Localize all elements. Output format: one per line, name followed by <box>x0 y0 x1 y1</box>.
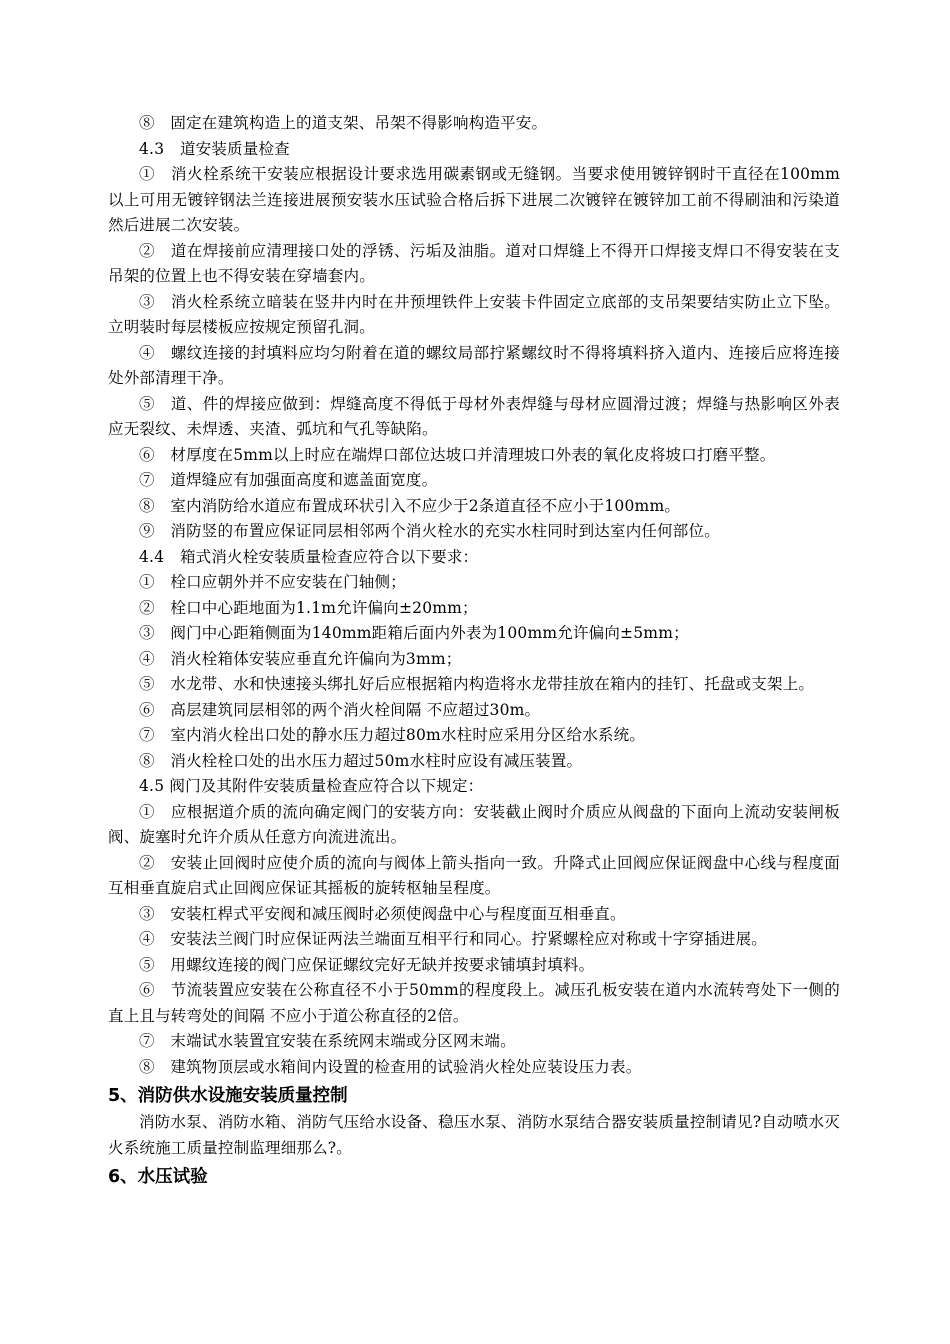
section-heading-4-5: 4.5 阀门及其附件安装质量检查应符合以下规定： <box>139 777 484 795</box>
paragraph: ⑤ 水龙带、水和快速接头绑扎好后应根据箱内构造将水龙带挂放在箱内的挂钉、托盘或支架上。 <box>139 675 815 693</box>
section-heading-4-3: 4.3 道安装质量检查 <box>139 139 290 158</box>
paragraph: ⑧ 消火栓栓口处的出水压力超过50m水柱时应设有减压装置。 <box>139 751 583 770</box>
chapter-heading-6: 6、水压试验 <box>108 1167 208 1187</box>
paragraph: ⑤ 道、件的焊接应做到：焊缝高度不得低于母材外表焊缝与母材应圆滑过渡；焊缝与热影响区外表应无裂纹、未焊透、夹渣、弧坑和气孔等缺陷。 <box>108 394 840 438</box>
paragraph: ① 消火栓系统干安装应根据设计要求选用碳素钢或无缝钢。当要求使用镀锌钢时干直径在100mm以上可用无镀锌钢法兰连接进展预安装水压试验合格后拆下进展二次镀锌在镀锌加工前不得刷油和污染道然后进展二次安装。 <box>108 165 840 234</box>
paragraph: ③ 安装杠桿式平安阀和减压阀时必须使阀盘中心与程度面互相垂直。 <box>139 904 626 923</box>
paragraph: ⑤ 用螺纹连接的阀门应保证螺纹完好无缺并按要求铺填封填料。 <box>139 955 595 974</box>
paragraph: ⑨ 消防竖的布置应保证同层相邻两个消火栓水的充实水柱同时到达室内任何部位。 <box>139 522 720 540</box>
paragraph: ④ 螺纹连接的封填料应均匀附着在道的螺纹局部拧紧螺纹时不得将填料挤入道内、连接后应将连接处外部清理干净。 <box>108 343 840 387</box>
paragraph: 消防水泵、消防水箱、消防气压给水设备、稳压水泵、消防水泵结合器安装质量控制请见?自动喷水灭火系统施工质量控制监理细那么?。 <box>108 1113 840 1157</box>
paragraph: ② 安装止回阀时应使介质的流向与阀体上箭头指向一致。升降式止回阀应保证阀盘中心线与程度面互相垂直旋启式止回阀应保证其摇板的旋转枢轴呈程度。 <box>108 853 840 897</box>
paragraph: ⑦ 室内消火栓出口处的静水压力超过80m水柱时应采用分区给水系统。 <box>139 726 646 744</box>
paragraph: ⑦ 末端试水装置宜安装在系统网末端或分区网末端。 <box>139 1032 516 1050</box>
paragraph: ① 栓口应朝外并不应安装在门轴侧； <box>139 573 406 591</box>
paragraph: ② 道在焊接前应清理接口处的浮锈、污垢及油脂。道对口焊缝上不得开口焊接支焊口不得安装在支吊架的位置上也不得安装在穿墙套内。 <box>108 241 840 285</box>
paragraph: ③ 消火栓系统立暗装在竖井内时在井预埋铁件上安装卡件固定立底部的支吊架要结实防止立下坠。立明装时每层楼板应按规定预留孔洞。 <box>108 292 840 336</box>
paragraph: ⑥ 材厚度在5mm以上时应在端焊口部位达坡口并清理坡口外表的氧化皮将坡口打磨平整。 <box>139 445 776 464</box>
paragraph: ⑥ 高层建筑同层相邻的两个消火栓间隔 不应超过30m。 <box>139 700 541 719</box>
document-body <box>108 111 840 1191</box>
chapter-heading-5: 5、消防供水设施安装质量控制 <box>108 1086 348 1106</box>
paragraph: ⑧ 固定在建筑构造上的道支架、吊架不得影响构造平安。 <box>139 114 548 132</box>
paragraph: ② 栓口中心距地面为1.1m允许偏向±20mm； <box>139 598 478 617</box>
paragraph: ⑥ 节流装置应安装在公称直径不小于50mm的程度段上。减压孔板安装在道内水流转弯处下一侧的直上且与转弯处的间隔 不应小于道公称直径的2倍。 <box>108 981 840 1025</box>
paragraph: ① 应根据道介质的流向确定阀门的安装方向：安装截止阀时介质应从阀盘的下面向上流动安装闸板阀、旋塞时允许介质从任意方向流进流出。 <box>108 802 840 846</box>
paragraph: ④ 消火栓箱体安装应垂直允许偏向为3mm； <box>139 649 462 668</box>
paragraph: ④ 安装法兰阀门时应保证两法兰端面互相平行和同心。拧紧螺栓应对称或十字穿插进展。 <box>139 930 768 948</box>
paragraph: ⑧ 建筑物顶层或水箱间内设置的检查用的试验消火栓处应装设压力表。 <box>139 1057 642 1076</box>
paragraph: ⑧ 室内消防给水道应布置成环状引入不应少于2条道直径不应小于100mm。 <box>139 496 681 515</box>
paragraph: ③ 阀门中心距箱侧面为140mm距箱后面内外表为100mm允许偏向±5mm； <box>139 624 689 642</box>
paragraph: ⑦ 道焊缝应有加强面高度和遮盖面宽度。 <box>139 471 438 489</box>
section-heading-4-4: 4.4 箱式消火栓安装质量检查应符合以下要求： <box>139 547 479 566</box>
